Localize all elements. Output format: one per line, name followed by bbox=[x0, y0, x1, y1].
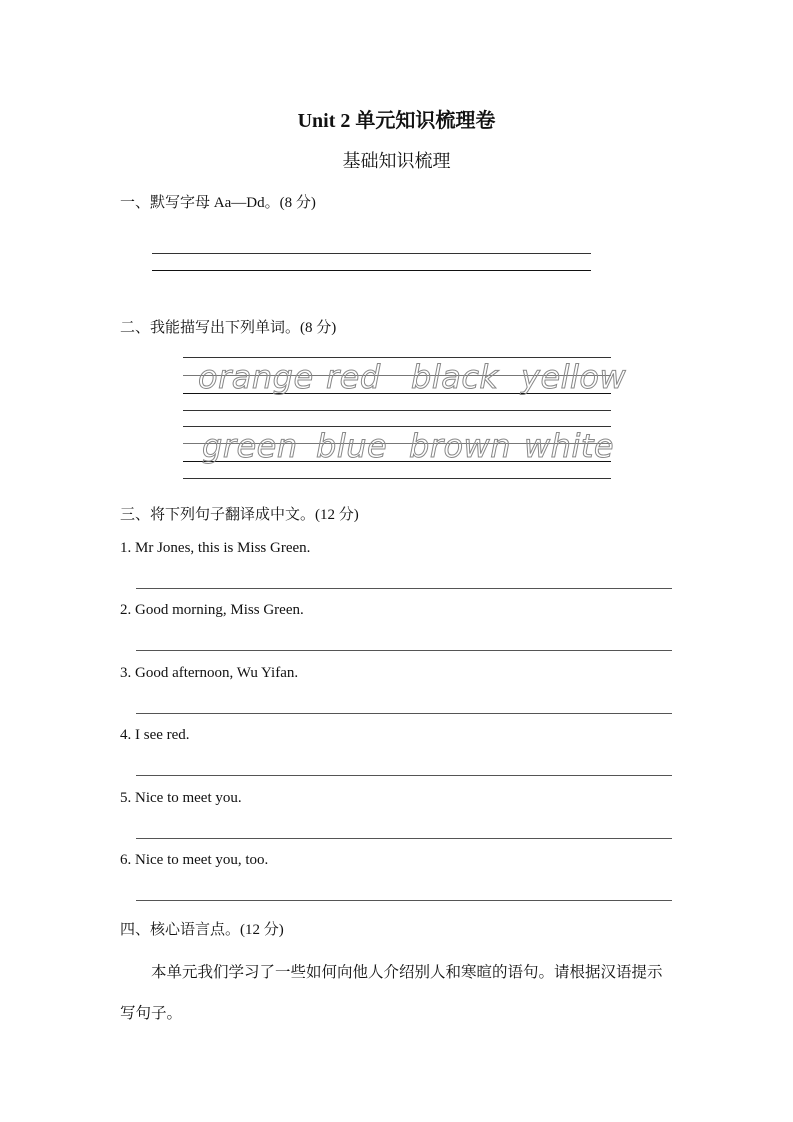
trace-word-red: red bbox=[326, 358, 381, 396]
answer-line-4[interactable] bbox=[136, 775, 672, 776]
section4-intro-line1: 本单元我们学习了一些如何向他人介绍别人和寒暄的语句。请根据汉语提示 bbox=[151, 964, 663, 981]
answer-line-5[interactable] bbox=[136, 838, 672, 839]
answer-line-1[interactable] bbox=[136, 588, 672, 589]
trace-word-brown: brown bbox=[409, 427, 511, 465]
question-4: 4. I see red. bbox=[120, 727, 190, 743]
trace-word-orange: orange bbox=[198, 358, 314, 396]
section1-heading: 一、默写字母 Aa—Dd。(8 分) bbox=[120, 195, 316, 211]
trace-word-yellow: yellow bbox=[521, 358, 627, 396]
trace-word-white: white bbox=[524, 427, 615, 465]
writing-line bbox=[152, 253, 591, 254]
grid-line bbox=[183, 410, 611, 411]
question-1: 1. Mr Jones, this is Miss Green. bbox=[120, 540, 311, 556]
writing-line bbox=[152, 270, 591, 271]
answer-line-6[interactable] bbox=[136, 900, 672, 901]
question-5: 5. Nice to meet you. bbox=[120, 790, 242, 806]
question-3: 3. Good afternoon, Wu Yifan. bbox=[120, 665, 299, 681]
question-2: 2. Good morning, Miss Green. bbox=[120, 602, 304, 618]
section4-heading: 四、核心语言点。(12 分) bbox=[120, 922, 284, 938]
page-title: Unit 2 单元知识梳理卷 bbox=[297, 110, 496, 132]
grid-line bbox=[183, 478, 611, 479]
trace-word-green: green bbox=[202, 427, 298, 465]
trace-word-blue: blue bbox=[316, 427, 388, 465]
trace-word-black: black bbox=[411, 358, 499, 396]
answer-line-2[interactable] bbox=[136, 650, 672, 651]
section2-heading: 二、我能描写出下列单词。(8 分) bbox=[120, 320, 337, 336]
answer-line-3[interactable] bbox=[136, 713, 672, 714]
page-subtitle: 基础知识梳理 bbox=[342, 151, 451, 172]
section3-heading: 三、将下列句子翻译成中文。(12 分) bbox=[120, 507, 359, 523]
section4-intro-line2: 写句子。 bbox=[120, 1005, 183, 1022]
question-6: 6. Nice to meet you, too. bbox=[120, 852, 269, 868]
